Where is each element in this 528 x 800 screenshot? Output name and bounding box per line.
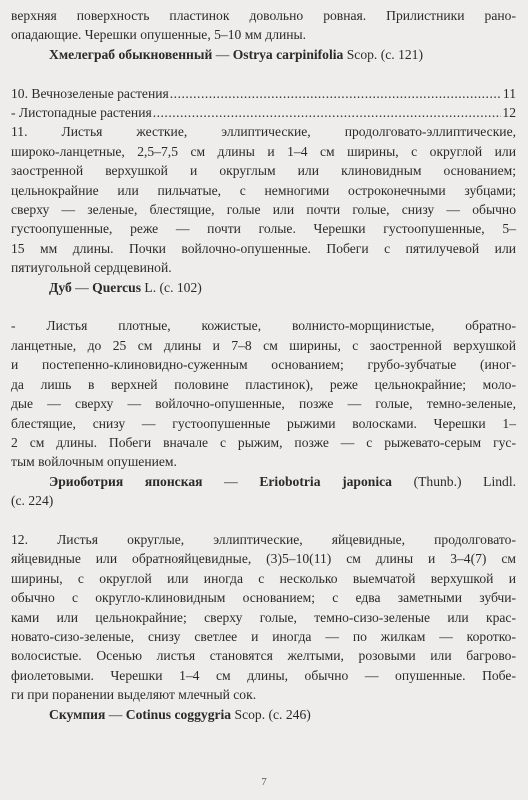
text-line: - Листья плотные, кожистые, волнисто-морщинистые, обратно- [11,318,516,334]
text-line: 11. Листья жесткие, эллиптические, продолговато-эллиптические, [11,124,516,140]
text-line: опадающие. Черешки опушенные, 5–10 мм длины. [11,27,307,43]
result-author-ref: (Thunb.) Lindl. [391,473,517,489]
result-latin-name: Quercus [92,279,142,295]
result-dash: — [212,46,233,62]
result-latin-name: Cotinus coggygria [125,706,232,722]
text-line: 2 см длины. Побеги вначале с рыжим, позже — с рыжевато-серым гус- [11,434,516,450]
text-line: верхняя поверхность пластинок довольно ровная. Прилистники рано- [11,8,516,23]
key-result-quercus [11,278,516,297]
leader-dots [170,84,502,103]
result-dash: — [202,473,260,489]
text-line: цельнокрайние или пильчатые, с немногими остроконечными зубцами; [11,182,516,198]
lead-target: 11 [502,85,516,101]
blank-line [11,511,516,530]
key-result-cotinus [11,705,516,724]
blank-line [11,64,516,83]
result-author-ref: L. (с. 102) [141,279,202,295]
result-continuation: (с. 224) [11,493,54,509]
text-line: ланцетные, до 25 см длины и 7–8 см ширины, с заостренной верхушкой [11,337,516,353]
page-text [11,6,516,724]
result-latin-name: Eriobotria japonica [259,473,392,489]
key-lead-10a [11,84,516,103]
text-line: ками или цельнокрайние; сверху голые, темно-сизо-зеленые или крас- [11,609,516,625]
result-common-name: Скумпия [49,706,106,722]
text-line: обычно с округло-клиновидным основанием; с едва заметными зубчи- [11,590,516,606]
text-line: да лишь в верхней половине пластинок), реже цельнокрайние; моло- [11,376,516,392]
text-line: дые — сверху — войлочно-опушенные, позже — голые, темно-зеленые, [11,396,516,412]
result-dash: — [71,279,93,295]
lead-label: 10. Вечнозеленые растения [11,85,169,101]
result-latin-name: Ostrya carpinifolia [232,46,344,62]
text-line: яйцевидные или обратнояйцевидные, (3)5–10(11) см длины и 3–4(7) см [11,551,516,567]
text-line: 12. Листья округлые, эллиптические, яйцевидные, продолговато- [11,531,516,547]
text-line: ги при поранении выделяют млечный сок. [11,687,257,703]
key-result-eriobotria [11,472,516,491]
leader-dots [153,103,502,122]
blank-line [11,297,516,316]
result-common-name: Эриоботрия японская [49,473,203,489]
lead-label: - Листопадные растения [11,105,152,121]
result-dash: — [105,706,126,722]
text-line: и постепенно-клиновидно-суженным основанием; грубо-зубчатые (иног- [11,357,516,373]
result-common-name: Дуб [49,279,72,295]
text-line: 15 мм длины. Почки войлочно-опушенные. Побеги с пятилучевой или [11,240,516,256]
text-line: блестящие, снизу — густоопушенные рыжими волосками. Черешки 1– [11,415,516,431]
result-author-ref: Scop. (с. 121) [343,46,424,62]
text-line: ширины, с округлой или иногда с несколько выемчатой верхушкой и [11,570,516,586]
result-common-name: Хмелеграб обыкновенный [49,46,213,62]
text-line: сверху — зеленые, блестящие, голые или почти голые, снизу — обычно [11,202,516,218]
text-line: новато-сизо-зеленые, снизу светлее и иногда — по жилкам — коротко- [11,628,516,644]
text-line: заостренной верхушкой и округлым или клиновидным основанием; [11,163,516,179]
text-line: густоопушенные, реже — почти голые. Черешки густоопушенные, 5– [11,221,516,237]
text-line: тым войлочным опушением. [11,454,177,470]
key-result-ostrya [11,45,516,64]
lead-target: 12 [502,105,516,121]
text-line: широко-ланцетные, 2,5–7,5 см длины и 1–4 см ширины, с округлой или [11,143,516,159]
text-line: пятиугольной сердцевиной. [11,260,172,276]
result-author-ref: Scop. (с. 246) [231,706,311,722]
key-lead-10b [11,103,516,122]
page-number: 7 [261,776,267,788]
text-line: фиолетовыми. Черешки 1–4 см длины, обычно — опушенные. Побе- [11,667,516,683]
text-line: волосистые. Осенью листья становятся желтыми, розовыми или багрово- [11,648,516,664]
